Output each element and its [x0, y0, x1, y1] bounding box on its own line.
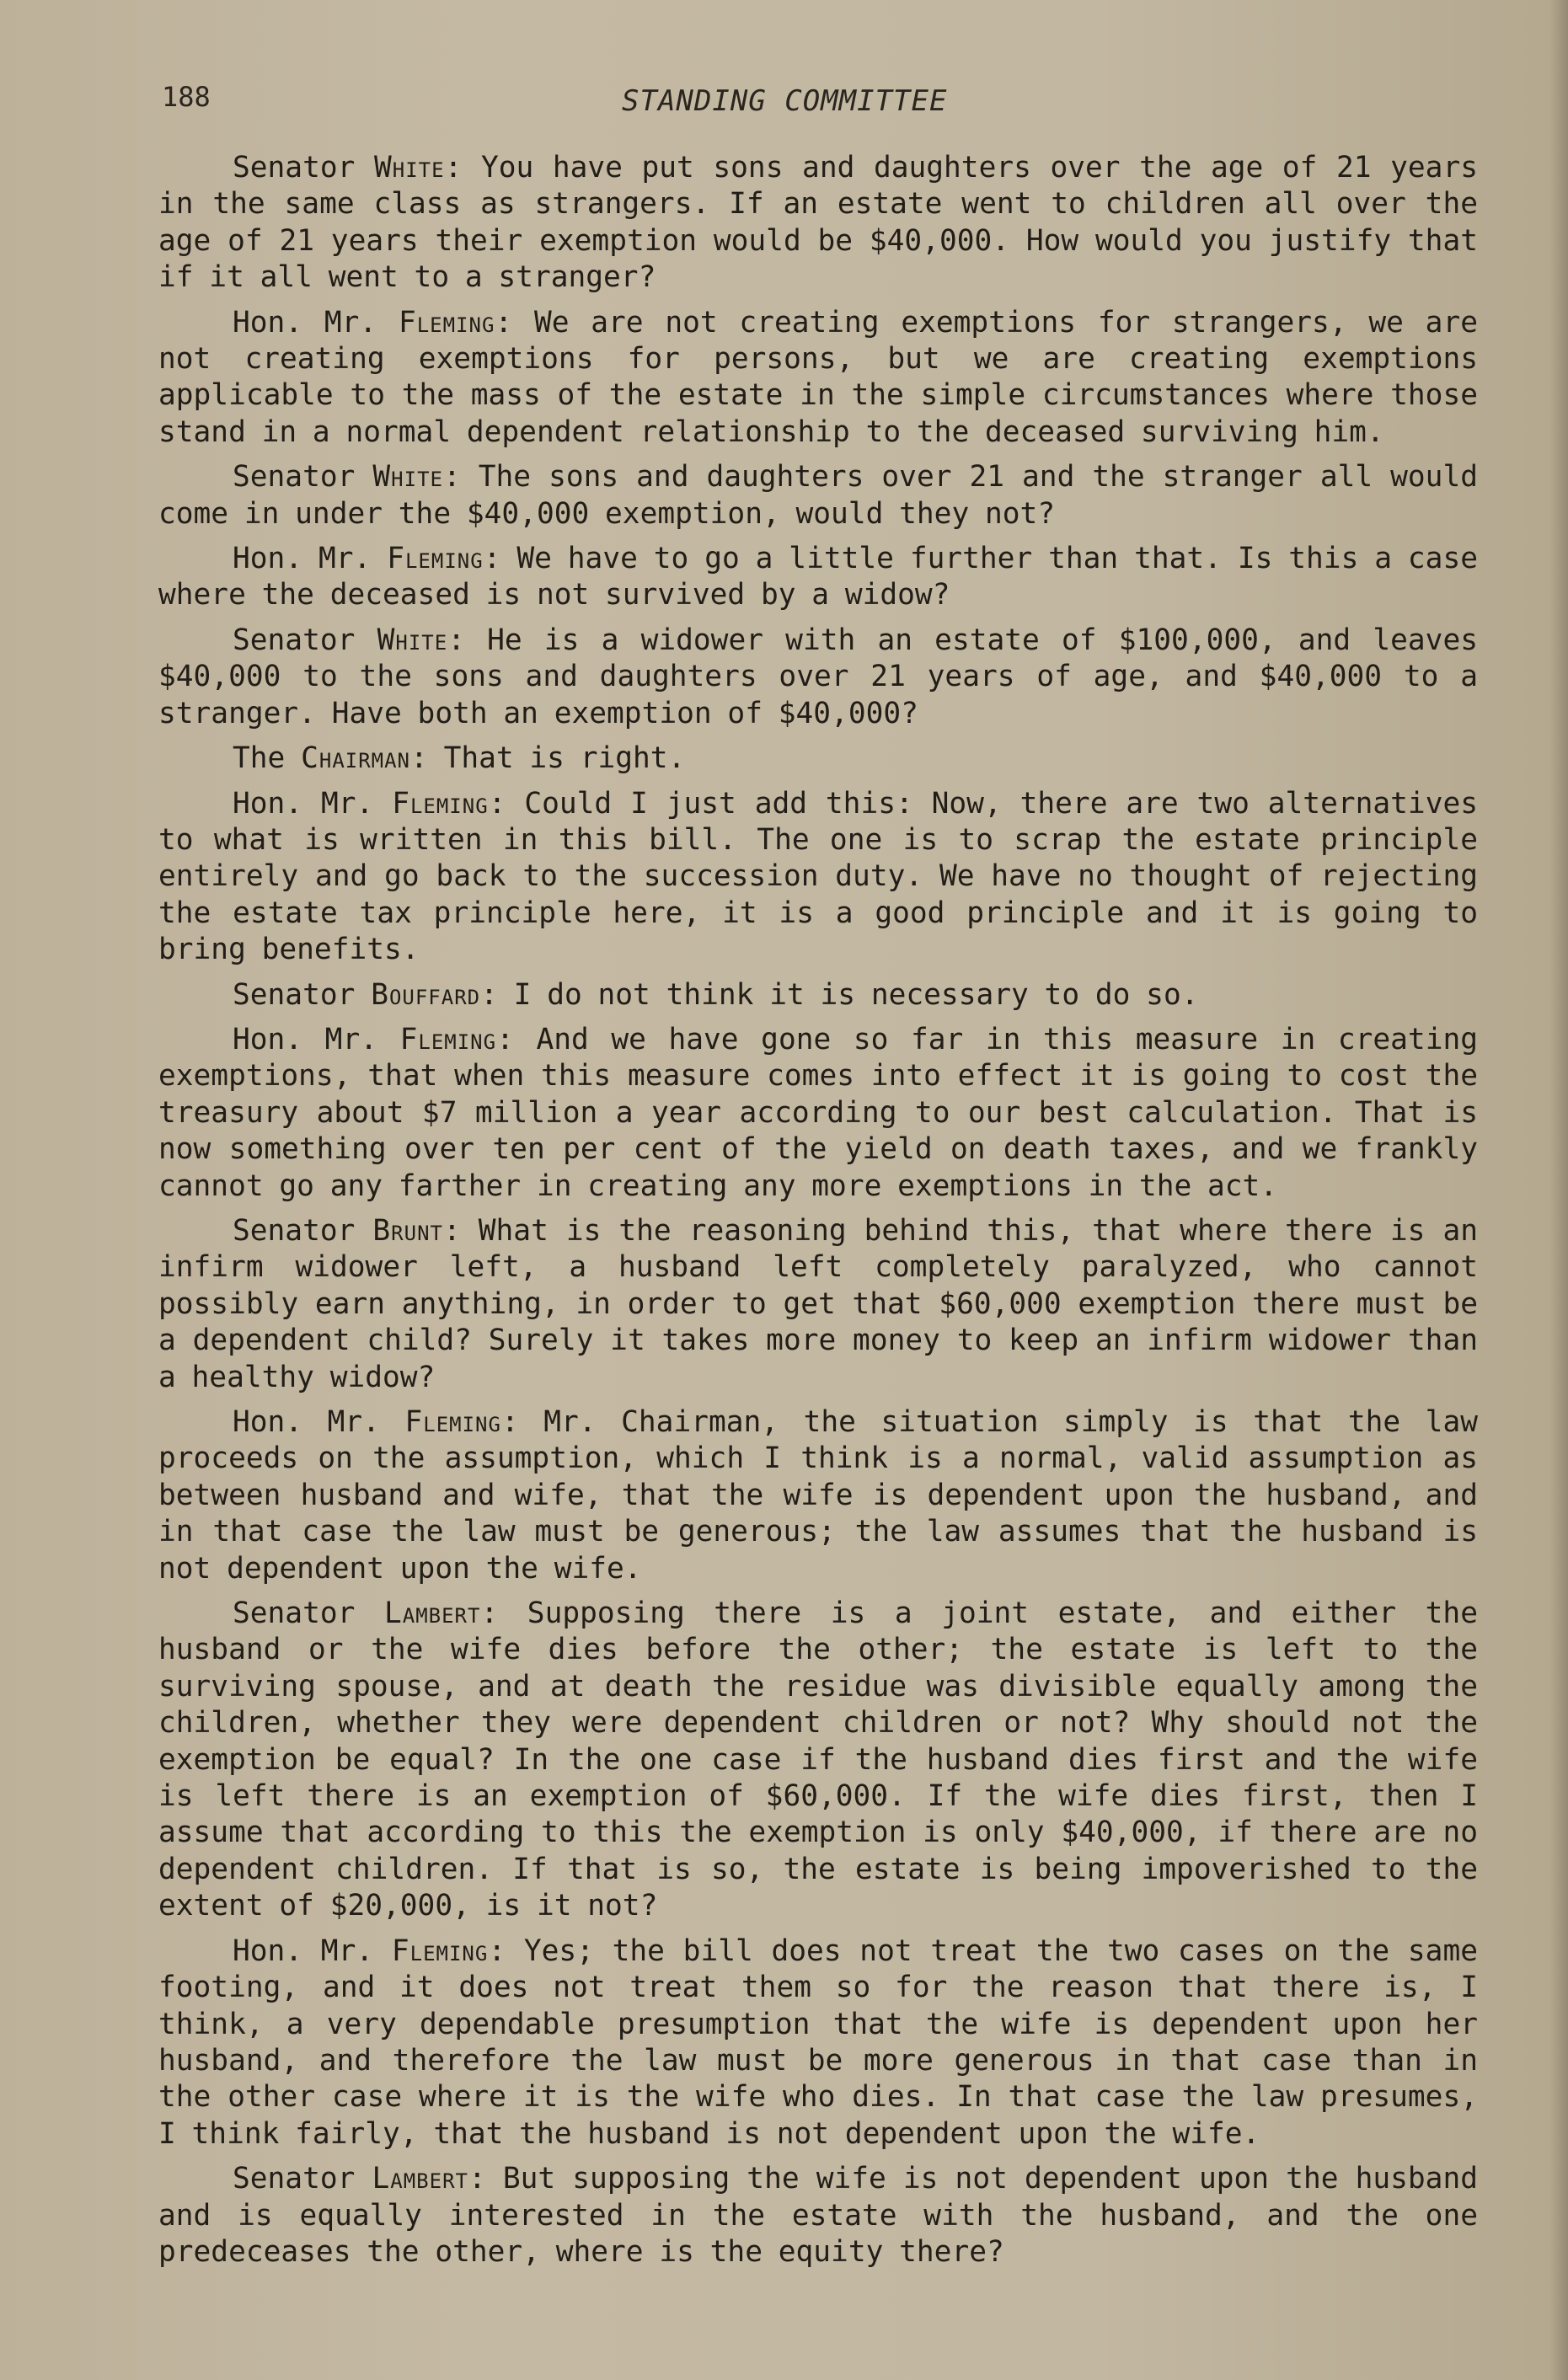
paragraph: Hon. Mr. Fleming: We have to go a little further than that. Is this a case where the deceased is not survived by a widow?: [158, 542, 1478, 612]
speaker-name: White: [374, 151, 445, 185]
page-header: [0, 81, 1568, 131]
paragraph-text: But supposing the wife is not dependent upon the husband and is equally interested in the estate with the husband, and the one predeceases the other, where is the equity there?: [158, 2162, 1478, 2269]
speaker-name: Fleming: [399, 1022, 497, 1056]
paragraph-text: Supposing there is a joint estate, and either the husband or the wife dies before the other; the estate is left to the surviving spouse, and at death the residue was divisible equally among the children, whether they were dependent children or not? Why should not the exemption be equal? In the one case if the husband dies first and the wife is left there is an exemption of $60,000. If the wife dies first, then I assume that according to this the exemption is only $40,000, if there are no dependent children. If that is so, the estate is being impoverished to the extent of $20,000, is it not?: [158, 1596, 1478, 1923]
paragraph: Hon. Mr. Fleming: Could I just add this: Now, there are two alternatives to what is written in this bill. The one is to scrap the estate principle entirely and go back to the succession duty. We have no thought of rejecting the estate tax principle here, it is a good principle and it is going to bring benefits.: [158, 786, 1479, 967]
speaker-title: Hon. Mr.: [233, 1022, 377, 1056]
speaker-title: Senator: [233, 1596, 356, 1631]
paragraph-text: What is the reasoning behind this, that where there is an infirm widower left, a husband left completely paralyzed, who cannot possibly earn anything, in order to get that $60,000 exemption there must be a dependent child? Surely it takes more money to keep an infirm widower than a healthy widow?: [158, 1213, 1478, 1394]
paragraph-text: He is a widower with an estate of $100,000, and leaves $40,000 to the sons and daughters over 21 years of age, and $40,000 to a stranger. Have both an exemption of $40,000?: [158, 623, 1478, 730]
speaker-title: Hon. Mr.: [233, 305, 377, 340]
speaker-name: Fleming: [387, 542, 484, 576]
speaker-name: White: [377, 623, 448, 657]
paragraph-text: Mr. Chairman, the situation simply is that the law proceeds on the assumption, which I think is a normal, valid assumption as between husband and wife, that the wife is dependent upon the husband, and in that case the law must be generous; the law assumes that the husband is not dependent upon the wife.: [158, 1405, 1478, 1586]
paragraph-text: And we have gone so far in this measure in creating exemptions, that when this measure comes into effect it is going to cost the treasury about $7 million a year according to our best calculation. That is now something over ten per cent of the yield on death taxes, and we frankly cannot go any farther in creating any more exemptions in the act.: [158, 1022, 1479, 1203]
paragraph-text: The sons and daughters over 21 and the stranger all would come in under the $40,000 exemption, would they not?: [158, 460, 1478, 531]
speaker-name: Brunt: [372, 1213, 443, 1248]
paragraph: Hon. Mr. Fleming: And we have gone so far in this measure in creating exemptions, that when this measure comes into effect it is going to cost the treasury about $7 million a year according to our best calculation. That is now something over ten per cent of the yield on death taxes, and we frankly cannot go any farther in creating any more exemptions in the act.: [158, 1022, 1479, 1203]
transcript-body: [158, 150, 1478, 2279]
paragraph-text: We have to go a little further than that. Is this a case where the deceased is not survived by a widow?: [158, 542, 1478, 612]
speaker-name: Lambert: [383, 1596, 481, 1631]
paragraph: The Chairman: That is right.: [233, 741, 686, 776]
paragraph: Hon. Mr. Fleming: We are not creating exemptions for strangers, we are not creating exemptions for persons, but we are creating exemptions applicable to the mass of the estate in the simple circumstances where those stand in a normal dependent relationship to the deceased surviving him.: [158, 305, 1478, 449]
speaker-title: Senator: [233, 977, 356, 1012]
page-number: 188: [162, 81, 211, 113]
paragraph: Senator Lambert: But supposing the wife is not dependent upon the husband and is equally interested in the estate with the husband, and the one predeceases the other, where is the equity there?: [158, 2162, 1478, 2269]
speaker-title: Senator: [233, 460, 356, 495]
paragraph: Senator White: You have put sons and daughters over the age of 21 years in the same class as strangers. If an estate went to children all over the age of 21 years their exemption would be $40,000. How would you justify that if it all went to a stranger?: [158, 151, 1478, 295]
running-head: STANDING COMMITTEE: [622, 84, 948, 118]
speaker-name: Lambert: [372, 2162, 468, 2196]
speaker-name: Bouffard: [371, 977, 481, 1012]
speaker-title: Senator: [233, 623, 356, 657]
paragraph: Senator Brunt: What is the reasoning behind this, that where there is an infirm widower left, a husband left completely paralyzed, who cannot possibly earn anything, in order to get that $60,000 exemption there must be a dependent child? Surely it takes more money to keep an infirm widower than a healthy widow?: [158, 1213, 1478, 1394]
paragraph-text: We are not creating exemptions for strangers, we are not creating exemptions for persons, but we are creating exemptions applicable to the mass of the estate in the simple circumstances where those stand in a normal dependent relationship to the deceased surviving him.: [158, 305, 1478, 449]
speaker-name: Fleming: [391, 1933, 489, 1968]
speaker-title: Hon. Mr.: [233, 786, 374, 821]
speaker-name: Chairman: [301, 741, 411, 776]
paragraph-text: Could I just add this: Now, there are two alternatives to what is written in this bill. The one is to scrap the estate principle entirely and go back to the succession duty. We have no thought of rejecting the estate tax principle here, it is a good principle and it is going to bring benefits.: [158, 786, 1479, 967]
paragraph-text: I do not think it is necessary to do so.: [513, 977, 1199, 1012]
paragraph-text: Yes; the bill does not treat the two cases on the same footing, and it does not treat them so for the reason that there is, I think, a very dependable presumption that the wife is dependent upon her husband, and therefore the law must be more generous in that case than in the other case where it is the wife who dies. In that case the law presumes, I think fairly, that the husband is not dependent upon the wife.: [158, 1933, 1478, 2151]
speaker-title: Senator: [233, 2162, 356, 2196]
paragraph: Senator White: The sons and daughters over 21 and the stranger all would come in under the $40,000 exemption, would they not?: [158, 460, 1478, 531]
speaker-title: Senator: [233, 151, 356, 185]
paragraph: Hon. Mr. Fleming: Yes; the bill does not treat the two cases on the same footing, and it does not treat them so for the reason that there is, I think, a very dependable presumption that the wife is dependent upon her husband, and therefore the law must be more generous in that case than in the other case where it is the wife who dies. In that case the law presumes, I think fairly, that the husband is not dependent upon the wife.: [158, 1933, 1478, 2151]
paragraph: Hon. Mr. Fleming: Mr. Chairman, the situation simply is that the law proceeds on the assumption, which I think is a normal, valid assumption as between husband and wife, that the wife is dependent upon the husband, and in that case the law must be generous; the law assumes that the husband is not dependent upon the wife.: [158, 1405, 1478, 1586]
speaker-title: Senator: [233, 1213, 356, 1248]
speaker-name: Fleming: [392, 786, 489, 821]
speaker-name: Fleming: [404, 1405, 501, 1439]
speaker-title: Hon. Mr.: [233, 1933, 374, 1968]
speaker-title: The: [233, 741, 286, 776]
paragraph: Senator Bouffard: I do not think it is necessary to do so.: [233, 977, 1199, 1012]
paragraph-text: You have put sons and daughters over the age of 21 years in the same class as strangers. If an estate went to children all over the age of 21 years their exemption would be $40,000. How would you justify that if it all went to a stranger?: [158, 151, 1478, 295]
paragraph-text: That is right.: [443, 741, 686, 776]
paragraph: Senator Lambert: Supposing there is a joint estate, and either the husband or the wife dies before the other; the estate is left to the surviving spouse, and at death the residue was divisible equally among the children, whether they were dependent children or not? Why should not the exemption be equal? In the one case if the husband dies first and the wife is left there is an exemption of $60,000. If the wife dies first, then I assume that according to this the exemption is only $40,000, if there are no dependent children. If that is so, the estate is being impoverished to the extent of $20,000, is it not?: [158, 1596, 1478, 1923]
speaker-title: Hon. Mr.: [233, 1405, 380, 1439]
speaker-name: Fleming: [398, 305, 495, 340]
page-edge-shadow: [1549, 0, 1568, 2380]
speaker-name: White: [372, 460, 443, 495]
paragraph: Senator White: He is a widower with an estate of $100,000, and leaves $40,000 to the sons and daughters over 21 years of age, and $40,000 to a stranger. Have both an exemption of $40,000?: [158, 623, 1478, 730]
speaker-title: Hon. Mr.: [233, 542, 372, 576]
